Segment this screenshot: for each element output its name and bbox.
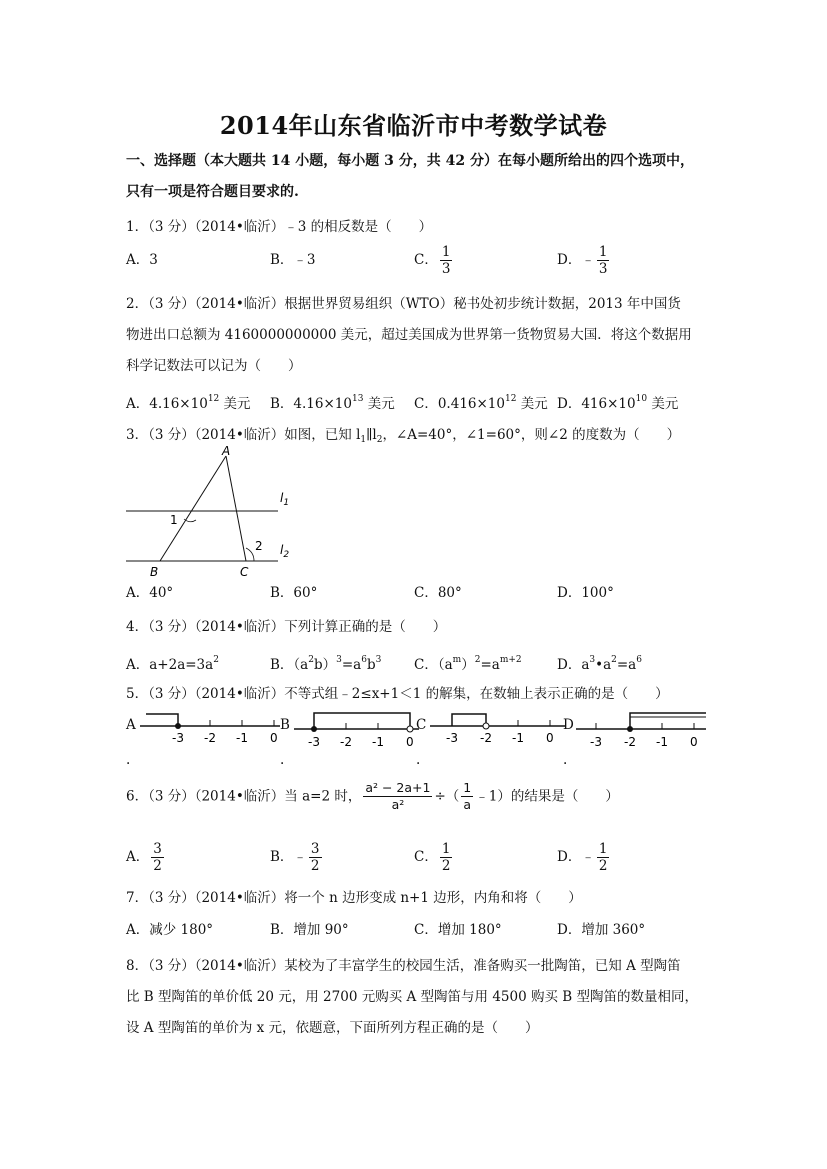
- option-label: D．: [557, 922, 582, 938]
- numerator: 3: [153, 841, 162, 857]
- option-base: 0.416×10: [437, 396, 505, 412]
- exponent: 12: [207, 394, 220, 404]
- q5-option-d-dot: .: [563, 752, 568, 768]
- section-heading-line1: 一、选择题（本大题共 14 小题，每小题 3 分，共 42 分）在每小题所给出的四个选项中，: [126, 153, 694, 169]
- side-AB: [160, 456, 226, 561]
- tick-label: 0: [270, 731, 278, 745]
- option-label: A．: [126, 252, 150, 268]
- option-label: A．: [126, 657, 150, 673]
- q1-option-c: [414, 244, 454, 277]
- fraction-expression: [363, 780, 432, 813]
- q2-option-a: [126, 389, 251, 414]
- fraction: [440, 244, 453, 277]
- stem-text: 3．（3 分）（2014•临沂）如图，已知 l: [126, 427, 361, 443]
- denominator: 2: [153, 858, 162, 874]
- tick-label: 0: [546, 731, 554, 745]
- tick-label: -1: [372, 735, 384, 749]
- question-6-stem: [126, 780, 619, 813]
- question-2-line3: 科学记数法可以记为（ ）: [126, 358, 302, 374]
- q7-option-a: [126, 920, 213, 940]
- option-label: A．: [126, 849, 150, 865]
- q5-option-c-dot: .: [416, 752, 421, 768]
- option-text: ﹣3: [293, 252, 316, 268]
- number-line-a: [140, 705, 285, 750]
- option-label: D．: [557, 657, 582, 673]
- vertex-label-b: B: [150, 565, 159, 579]
- question-8-line1: 8．（3 分）（2014•临沂）某校为了丰富学生的校园生活，准备购买一批陶笛，已知 A 型陶笛: [126, 958, 681, 974]
- option-label: A．: [126, 396, 150, 412]
- option-text: 100°: [581, 585, 614, 601]
- stem-text: ，∠A=40°，∠1=60°，则∠2 的度数为（ ）: [382, 427, 681, 443]
- stem-text: 6．（3 分）（2014•临沂）当 a=2 时，: [126, 788, 362, 805]
- question-8-line3: 设 A 型陶笛的单价为 x 元，依题意，下面所列方程正确的是（ ）: [126, 1020, 539, 1036]
- minus-sign: ﹣: [581, 252, 595, 268]
- tick-label: -1: [236, 731, 248, 745]
- option-label: B．: [270, 922, 294, 938]
- tick-label: -2: [204, 731, 216, 745]
- q2-option-b: [270, 389, 395, 414]
- denominator: a: [463, 797, 472, 812]
- option-label: C．: [414, 849, 438, 865]
- denominator: 2: [598, 858, 608, 874]
- number-line-b: [294, 705, 427, 755]
- q3-option-c: [414, 583, 462, 603]
- fraction: [597, 244, 610, 277]
- unit: 美元: [647, 396, 679, 412]
- option-label: C．: [414, 396, 438, 412]
- numerator: 1: [463, 780, 472, 795]
- option-label: C．: [414, 657, 438, 673]
- triangle-parallel-lines-figure: [120, 440, 300, 585]
- option-label: C．: [414, 922, 438, 938]
- option-label: D．: [557, 252, 582, 268]
- question-8-line2: 比 B 型陶笛的单价低 20 元，用 2700 元购买 A 型陶笛与用 4500 购买 B 型陶笛的数量相同，: [126, 989, 698, 1005]
- vertex-label-c: C: [240, 565, 249, 579]
- unit: 美元: [516, 396, 548, 412]
- q5-option-b-dot: .: [280, 752, 285, 768]
- q7-option-b: [270, 920, 349, 940]
- exponent: 13: [351, 394, 364, 404]
- q3-option-a: [126, 583, 173, 603]
- tick-label: -2: [480, 731, 492, 745]
- option-label: C．: [414, 252, 438, 268]
- q6-option-d: [557, 841, 611, 874]
- option-text: 80°: [437, 585, 462, 601]
- q3-option-d: [557, 583, 614, 603]
- option-base: 4.16×10: [293, 396, 352, 412]
- option-text: 40°: [149, 585, 174, 601]
- q7-option-d: [557, 920, 645, 940]
- q5-option-b-label: B: [280, 717, 290, 733]
- q7-option-c: [414, 920, 502, 940]
- option-label: A．: [126, 585, 150, 601]
- denominator: 3: [441, 261, 451, 277]
- option-base: 4.16×10: [149, 396, 208, 412]
- fraction: [309, 841, 322, 874]
- q5-option-c-label: C: [416, 717, 427, 733]
- option-label: A．: [126, 922, 150, 938]
- q3-option-b: [270, 583, 317, 603]
- option-base: 416×10: [581, 396, 636, 412]
- option-label: B．: [270, 657, 294, 673]
- option-label: B．: [270, 252, 294, 268]
- angle-2-arc: [246, 548, 254, 561]
- question-2-line2: 物进出口总额为 4160000000000 美元，超过美国成为世界第一货物贸易大国．将这个数据用: [126, 327, 692, 343]
- option-text: 增加 90°: [293, 922, 349, 938]
- fraction: [597, 841, 610, 874]
- stem-text: ﹣1）的结果是（ ）: [475, 788, 619, 805]
- numerator: 1: [598, 841, 608, 857]
- stem-text: ÷（: [434, 788, 460, 805]
- exponent: 12: [504, 394, 517, 404]
- numerator: 1: [441, 244, 451, 260]
- subscript: 2: [376, 435, 383, 445]
- section-heading-line2: 只有一项是符合题目要求的.: [126, 184, 299, 200]
- minus-sign: ﹣: [581, 849, 595, 865]
- option-label: B．: [270, 585, 294, 601]
- question-5-stem: 5．（3 分）（2014•临沂）不等式组﹣2≤x+1＜1 的解集，在数轴上表示正确的是（ ）: [126, 686, 669, 702]
- option-label: D．: [557, 396, 582, 412]
- tick-label: -2: [624, 735, 636, 749]
- question-4-stem: 4．（3 分）（2014•临沂）下列计算正确的是（ ）: [126, 619, 447, 635]
- q1-option-d: [557, 244, 611, 277]
- q1-option-b: [270, 250, 316, 270]
- tick-label: -2: [340, 735, 352, 749]
- tick-label: -3: [446, 731, 458, 745]
- number-line-d: [576, 705, 708, 755]
- tick-label: -1: [512, 731, 524, 745]
- unit: 美元: [363, 396, 395, 412]
- q5-option-a-dot: .: [126, 752, 131, 768]
- option-label: D．: [557, 585, 582, 601]
- numerator: 1: [441, 841, 451, 857]
- q1-option-a: [126, 250, 158, 270]
- question-1-stem: 1．（3 分）（2014•临沂）﹣3 的相反数是（ ）: [126, 219, 433, 235]
- line-label-l1: $l_1$: [280, 491, 290, 508]
- q6-option-b: [270, 841, 324, 874]
- tick-label: 0: [690, 735, 698, 749]
- vertex-label-a: A: [222, 444, 231, 458]
- option-text: 减少 180°: [149, 922, 214, 938]
- q4-option-b: B．$(a^2b)^3=a^6b^3$: [270, 655, 382, 673]
- denominator: a²: [391, 797, 405, 812]
- q6-option-a: [126, 841, 166, 874]
- fraction-one-over-a: [461, 780, 473, 813]
- line-label-l2: $l_2$: [280, 543, 290, 560]
- angle-label-2: 2: [255, 539, 263, 553]
- subscript: 1: [360, 435, 367, 445]
- minus-sign: ﹣: [293, 849, 307, 865]
- angle-label-1: 1: [170, 513, 178, 527]
- denominator: 2: [441, 858, 451, 874]
- option-label: B．: [270, 849, 294, 865]
- q4-option-d: D．$a^3•a^2=a^6$: [557, 655, 642, 673]
- stem-text: ∥l: [366, 427, 377, 443]
- option-text: 增加 360°: [581, 922, 646, 938]
- option-label: C．: [414, 585, 438, 601]
- denominator: 3: [598, 261, 608, 277]
- numerator: 1: [598, 244, 608, 260]
- number-line-c: [430, 705, 570, 750]
- page-title: 2014年山东省临沂市中考数学试卷: [219, 111, 608, 140]
- question-7-stem: 7．（3 分）（2014•临沂）将一个 n 边形变成 n+1 边形，内角和将（ ）: [126, 890, 582, 906]
- q5-option-d-label: D: [563, 717, 574, 733]
- tick-label: -1: [656, 735, 668, 749]
- side-AC: [226, 456, 246, 561]
- option-text: 3: [149, 252, 158, 268]
- denominator: 2: [310, 858, 320, 874]
- q4-option-c: C．$(a^m)^2=a^{m+2}$: [414, 655, 522, 673]
- option-label: B．: [270, 396, 294, 412]
- unit: 美元: [219, 396, 251, 412]
- option-text: 增加 180°: [437, 922, 502, 938]
- option-label: D．: [557, 849, 582, 865]
- numerator: 3: [310, 841, 320, 857]
- tick-label: -3: [172, 731, 184, 745]
- option-text: 60°: [293, 585, 318, 601]
- q2-option-d: [557, 389, 678, 414]
- tick-label: 0: [406, 735, 414, 749]
- numerator: a² − 2a+1: [365, 780, 431, 795]
- fraction: [151, 841, 164, 874]
- q2-option-c: [414, 389, 548, 414]
- tick-label: -3: [308, 735, 320, 749]
- fraction: [440, 841, 453, 874]
- exponent: 10: [635, 394, 648, 404]
- q6-option-c: [414, 841, 454, 874]
- question-2-line1: 2．（3 分）（2014•临沂）根据世界贸易组织（WTO）秘书处初步统计数据，2013 年中国货: [126, 296, 681, 312]
- q5-option-a-label: A: [126, 717, 136, 733]
- tick-label: -3: [590, 735, 602, 749]
- q4-option-a: A．$a+2a=3a^2$: [126, 655, 219, 673]
